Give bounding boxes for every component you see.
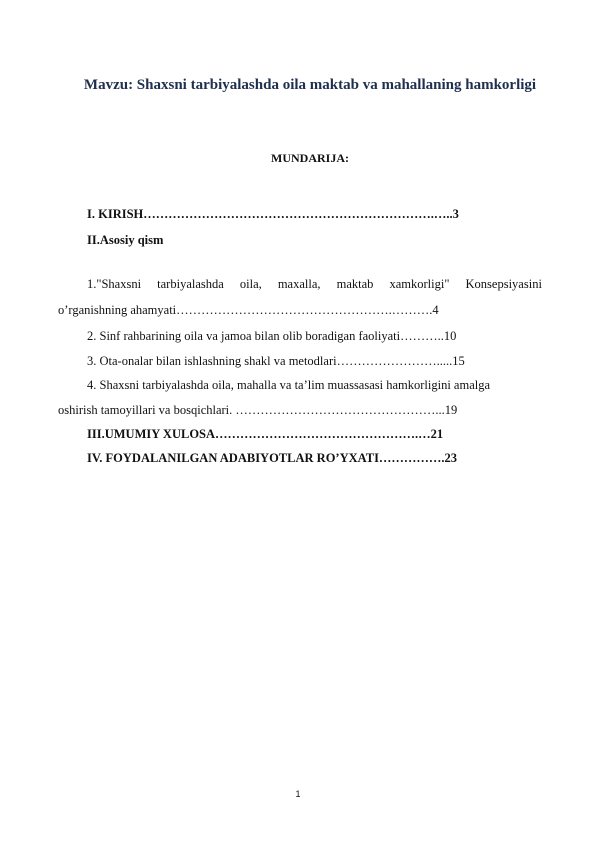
toc-entry-item2: 2. Sinf rahbarining oila va jamoa bilan olib boradigan faoliyati………..10 xyxy=(87,329,457,343)
toc-word: xamkorligi" xyxy=(389,277,450,291)
document-title: Mavzu: Shaxsni tarbiyalashda oila maktab va mahallaning hamkorligi xyxy=(83,77,537,93)
toc-word: Konsepsiyasini xyxy=(465,277,542,291)
toc-entry-intro: I. KIRISH…………………………………………………………….…..3 xyxy=(87,207,459,221)
toc-entry-item3: 3. Ota-onalar bilan ishlashning shakl va metodlari…………………….....15 xyxy=(87,354,465,368)
toc-word: oila, xyxy=(239,277,262,291)
toc-word: tarbiyalashda xyxy=(157,277,224,291)
toc-entry-main-section: II.Asosiy qism xyxy=(87,233,164,247)
toc-word: maktab xyxy=(336,277,374,291)
page-number: 1 xyxy=(295,789,301,799)
toc-entry-conclusion: III.UMUMIY XULOSA………………………………………….…21 xyxy=(87,427,444,441)
toc-entry-item4-line2: oshirish tamoyillari va bosqichlari. …………………………………………...19 xyxy=(58,403,458,417)
toc-word: maxalla, xyxy=(277,277,321,291)
toc-entry-item4-line1: 4. Shaxsni tarbiyalashda oila, mahalla va ta’lim muassasasi hamkorligini amalga xyxy=(87,378,491,392)
contents-heading: MUNDARIJA: xyxy=(271,151,349,165)
toc-entry-item1-line2: o’rganishning ahamyati…………………………………………….……….4 xyxy=(58,303,439,317)
toc-word: 1."Shaxsni xyxy=(87,277,142,291)
toc-entry-references: IV. FOYDALANILGAN ADABIYOTLAR RO’YXATI…………….23 xyxy=(87,451,458,465)
toc-entry-item1-line1 xyxy=(87,277,542,292)
